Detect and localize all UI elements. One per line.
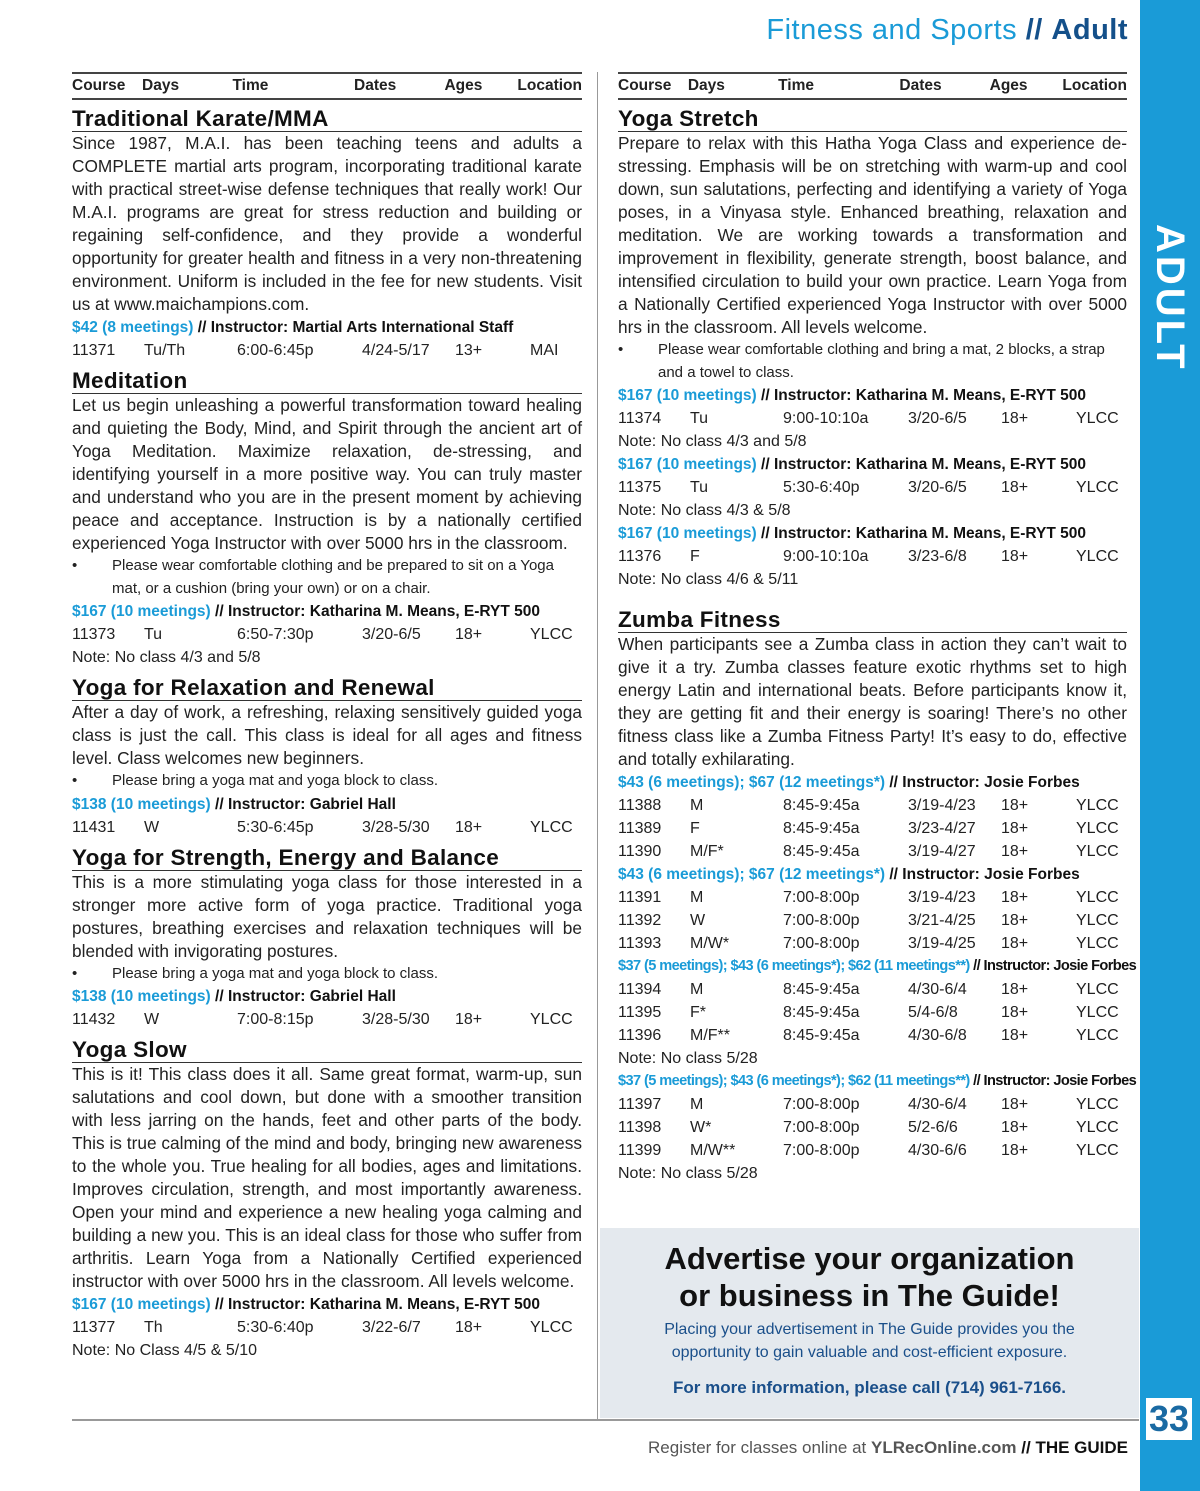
ages: 18+: [1001, 1119, 1029, 1136]
schedule-row: [618, 1139, 1127, 1162]
schedule-note: Note: No class 5/28: [618, 1165, 758, 1182]
location: YLCC: [1076, 1096, 1119, 1113]
price-line: [72, 316, 582, 339]
header-section: Fitness and Sports: [766, 14, 1018, 46]
schedule-row: [72, 1008, 582, 1031]
col-dates: Dates: [354, 77, 397, 94]
days: F: [690, 820, 700, 837]
course-number: 11388: [618, 797, 662, 814]
dates: 3/23-4/27: [908, 820, 976, 837]
footer-url[interactable]: YLRecOnline.com: [871, 1438, 1017, 1457]
location: YLCC: [1076, 935, 1119, 952]
price: $43 (6 meetings); $67 (12 meetings*): [618, 774, 886, 791]
dates: 3/28-5/30: [362, 818, 430, 836]
days: W: [144, 1011, 160, 1028]
price: $138 (10 meetings): [72, 795, 211, 813]
course-number: 11373: [72, 626, 116, 643]
advertisement-box: [600, 1228, 1139, 1418]
schedule-note: Note: No class 5/28: [618, 1050, 758, 1067]
col-location: Location: [1062, 77, 1127, 94]
instructor: // Instructor: Katharina M. Means, E-RYT 500: [761, 387, 1087, 404]
class-note-bullet: • Please wear comfortable clothing and be prepared to sit on a Yoga mat, or a cushion (bring your own) or on a chair.: [72, 555, 582, 600]
dates: 3/19-4/27: [908, 843, 976, 860]
time: 6:50-7:30p: [237, 626, 314, 643]
schedule-row: [72, 623, 582, 646]
days: Tu: [690, 410, 709, 427]
location: YLCC: [1076, 1119, 1119, 1136]
schedule-row: [618, 840, 1127, 863]
days: M/F*: [690, 843, 724, 860]
dates: 3/19-4/23: [908, 797, 976, 814]
col-course: Course: [618, 77, 672, 94]
course-number: 11390: [618, 843, 662, 860]
price-line: [618, 771, 1127, 794]
ages: 18+: [1001, 479, 1029, 496]
dates: 3/19-4/23: [908, 889, 976, 906]
class-title: Meditation: [72, 362, 582, 394]
ages: 18+: [1001, 410, 1029, 427]
price-line: [618, 955, 1137, 978]
page-footer: [648, 1438, 1128, 1458]
instructor: // Instructor: Martial Arts International Staff: [197, 319, 514, 336]
instructor: // Instructor: Katharina M. Means, E-RYT 500: [761, 456, 1087, 473]
price-line: [618, 1070, 1137, 1093]
location: YLCC: [530, 626, 573, 643]
time: 7:00-8:00p: [783, 935, 860, 952]
class-listing: [72, 839, 582, 1032]
course-number: 11431: [72, 818, 116, 836]
ages: 18+: [1001, 889, 1029, 906]
course-number: 11399: [618, 1142, 662, 1159]
dates: 4/30-6/4: [908, 1096, 967, 1113]
price: $37 (5 meetings); $43 (6 meetings*); $62 (11 meetings**): [618, 958, 970, 974]
location: YLCC: [1076, 981, 1119, 998]
price: $42 (8 meetings): [72, 319, 194, 336]
days: M: [690, 981, 704, 998]
time: 7:00-8:00p: [783, 912, 860, 929]
course-number: 11395: [618, 1004, 662, 1021]
dates: 5/4-6/8: [908, 1004, 958, 1021]
time: 9:00-10:10a: [783, 548, 869, 565]
page-number: 33: [1146, 1398, 1192, 1440]
schedule-sections: [618, 771, 1137, 1185]
course-number: 11375: [618, 479, 662, 496]
schedule-note: Note: No class 4/3 & 5/8: [618, 502, 791, 519]
class-listing: [72, 100, 582, 362]
schedule-note: Note: No class 4/3 and 5/8: [72, 649, 261, 666]
col-dates: Dates: [899, 77, 942, 94]
class-listing: [72, 669, 582, 839]
location: YLCC: [1076, 548, 1119, 565]
time: 8:45-9:45a: [783, 797, 860, 814]
time: 9:00-10:10a: [783, 410, 869, 427]
dates: 3/20-6/5: [908, 479, 967, 496]
course-number: 11394: [618, 981, 662, 998]
course-number: 11392: [618, 912, 662, 929]
ad-body: [600, 1318, 1139, 1364]
ad-contact: For more information, please call (714) 961-7166.: [672, 1378, 1067, 1397]
days: Th: [144, 1319, 163, 1336]
time: 8:45-9:45a: [783, 1004, 860, 1021]
price: $167 (10 meetings): [72, 1296, 211, 1313]
price-line: [618, 522, 1127, 545]
col-ages: Ages: [989, 77, 1028, 94]
spacer: [618, 591, 1127, 601]
col-location: Location: [517, 77, 582, 94]
schedule-row: [618, 407, 1127, 430]
class-listing: [618, 601, 1137, 1185]
schedule-note: Note: No class 4/6 & 5/11: [618, 571, 799, 588]
class-description: Let us begin unleashing a powerful transformation toward healing and quieting the Body, Mind, and Spirit through the ancient art of Yoga Meditation. Maximize relaxation, de-stressing, and identifying yourself in a more positive way. You can truly master and understand who you are in the present moment by achieving peace and acceptance. Instruction is by a nationally certified experienced Yoga Instructor with over 5000 hrs in the classroom.: [72, 395, 582, 553]
course-number: 11391: [618, 889, 662, 906]
time: 5:30-6:45p: [237, 818, 314, 836]
days: M: [690, 889, 704, 906]
instructor: // Instructor: Katharina M. Means, E-RYT 500: [215, 1296, 541, 1313]
class-description: This is a more stimulating yoga class for those interested in a stronger more active form of yoga practice. Traditional yoga postures, breathing exercises and relaxation techniques will be blended with invigorating postures.: [72, 871, 582, 961]
days: Tu: [144, 626, 163, 643]
ages: 18+: [455, 818, 483, 836]
location: YLCC: [1076, 1004, 1119, 1021]
class-listing: [72, 362, 582, 669]
schedule-row: [618, 817, 1127, 840]
class-description: Prepare to relax with this Hatha Yoga Class and experience de-stressing. Emphasis will be on stretching with warm-up and cool down, sun salutations, perfecting and identifying a variety of Yoga poses, in a Vinyasa style. Enhanced breathing, relaxation and meditation. We are working towards a transformation and improvement in flexibility, generate strength, boost balance, and intensified circulation to build your own practice. Learn Yoga from a Nationally Certified experienced Yoga Instructor with over 5000 hrs in the classroom. All levels welcome.: [618, 133, 1127, 337]
location: YLCC: [530, 818, 573, 836]
days: W: [690, 912, 706, 929]
days: F*: [690, 1004, 706, 1021]
course-number: 11397: [618, 1096, 662, 1113]
course-number: 11371: [72, 342, 116, 359]
schedule-row: [618, 794, 1127, 817]
days: Tu/Th: [144, 342, 186, 359]
header-separator: //: [1025, 14, 1043, 46]
time: 5:30-6:40p: [237, 1319, 314, 1336]
instructor: // Instructor: Josie Forbes: [973, 1073, 1137, 1089]
schedule-row: [72, 816, 582, 839]
time: 8:45-9:45a: [783, 843, 860, 860]
time: 7:00-8:00p: [783, 889, 860, 906]
course-number: 11389: [618, 820, 662, 837]
dates: 4/30-6/8: [908, 1027, 967, 1044]
col-days: Days: [687, 77, 725, 94]
location: MAI: [530, 342, 559, 359]
schedule-row: [618, 545, 1127, 568]
ages: 18+: [1001, 1004, 1029, 1021]
col-time: Time: [778, 77, 814, 94]
location: YLCC: [530, 1319, 573, 1336]
time: 8:45-9:45a: [783, 981, 860, 998]
dates: 3/19-4/25: [908, 935, 976, 952]
location: YLCC: [1076, 1027, 1119, 1044]
instructor: // Instructor: Gabriel Hall: [215, 988, 396, 1005]
schedule-row: [618, 1093, 1127, 1116]
price: $167 (10 meetings): [618, 456, 757, 473]
footer-guide: THE GUIDE: [1035, 1438, 1128, 1457]
days: M/W*: [690, 935, 730, 952]
price: $167 (10 meetings): [72, 603, 211, 620]
right-column: [618, 72, 1137, 1185]
ages: 18+: [1001, 1027, 1029, 1044]
time: 7:00-8:00p: [783, 1096, 860, 1113]
class-listing: [618, 100, 1127, 591]
column-headers: [618, 72, 1127, 100]
schedule-row: [618, 909, 1127, 932]
time: 8:45-9:45a: [783, 820, 860, 837]
price: $138 (10 meetings): [72, 988, 211, 1005]
price-line: [72, 793, 582, 816]
time: 7:00-8:15p: [237, 1011, 314, 1028]
class-title: Zumba Fitness: [618, 601, 1127, 633]
ages: 18+: [1001, 548, 1029, 565]
price: $43 (6 meetings); $67 (12 meetings*): [618, 866, 886, 883]
schedule-row: [618, 1024, 1127, 1047]
instructor: // Instructor: Katharina M. Means, E-RYT 500: [761, 525, 1087, 542]
days: M/F**: [690, 1027, 730, 1044]
ages: 18+: [455, 1319, 483, 1336]
ages: 18+: [1001, 797, 1029, 814]
instructor: // Instructor: Josie Forbes: [889, 774, 1080, 791]
schedule-row: [72, 1316, 582, 1339]
col-course: Course: [72, 77, 126, 94]
col-time: Time: [232, 77, 269, 94]
class-title: Yoga for Strength, Energy and Balance: [72, 839, 582, 871]
left-column: [72, 72, 582, 1362]
price-line: [618, 863, 1127, 886]
course-number: 11374: [618, 410, 662, 427]
days: W*: [690, 1119, 712, 1136]
ad-body-line2: opportunity to gain valuable and cost-efficient exposure.: [671, 1344, 1068, 1361]
price: $37 (5 meetings); $43 (6 meetings*); $62 (11 meetings**): [618, 1073, 970, 1089]
course-number: 11398: [618, 1119, 662, 1136]
class-title: Traditional Karate/MMA: [72, 100, 582, 132]
price-line: [618, 384, 1127, 407]
header-audience: Adult: [1051, 14, 1128, 46]
time: 7:00-8:00p: [783, 1142, 860, 1159]
days: F: [690, 548, 700, 565]
ages: 18+: [1001, 843, 1029, 860]
ages: 18+: [455, 626, 483, 643]
ages: 18+: [455, 1011, 483, 1028]
time: 8:45-9:45a: [783, 1027, 860, 1044]
col-ages: Ages: [444, 77, 483, 94]
price-line: [618, 453, 1127, 476]
location: YLCC: [1076, 479, 1119, 496]
location: YLCC: [1076, 843, 1119, 860]
side-tab-label: ADULT: [1148, 224, 1192, 372]
dates: 3/20-6/5: [362, 626, 421, 643]
footer-rule: [72, 1419, 1139, 1421]
schedule-row: [618, 1116, 1127, 1139]
side-tab: [1140, 0, 1200, 1491]
footer-prefix: Register for classes online at: [648, 1438, 867, 1457]
column-headers: [72, 72, 582, 100]
ages: 18+: [1001, 820, 1029, 837]
ages: 13+: [455, 342, 483, 359]
dates: 5/2-6/6: [908, 1119, 958, 1136]
location: YLCC: [1076, 797, 1119, 814]
ages: 18+: [1001, 935, 1029, 952]
ad-headline-line2: or business in The Guide!: [679, 1278, 1060, 1313]
column-divider: [597, 72, 598, 1420]
class-title: Yoga Stretch: [618, 100, 1127, 132]
schedule-note: Note: No class 4/3 and 5/8: [618, 433, 807, 450]
time: 7:00-8:00p: [783, 1119, 860, 1136]
col-days: Days: [142, 77, 180, 94]
dates: 3/23-6/8: [908, 548, 967, 565]
dates: 4/30-6/4: [908, 981, 967, 998]
schedule-row: [72, 339, 582, 362]
time: 6:00-6:45p: [237, 342, 314, 359]
class-note-bullet: • Please bring a yoga mat and yoga block to class.: [72, 963, 582, 986]
class-note-bullet: • Please bring a yoga mat and yoga block to class.: [72, 770, 582, 793]
days: M/W**: [690, 1142, 736, 1159]
ad-headline: [600, 1240, 1139, 1314]
class-title: Yoga for Relaxation and Renewal: [72, 669, 582, 701]
ages: 18+: [1001, 1096, 1029, 1113]
dates: 3/21-4/25: [908, 912, 976, 929]
course-number: 11396: [618, 1027, 662, 1044]
ad-headline-line1: Advertise your organization: [664, 1241, 1075, 1276]
days: Tu: [690, 479, 709, 496]
class-description: This is it! This class does it all. Same great format, warm-up, sun salutations and cool down, but done with a smoother transition with less jarring on the hands, feet and other parts of the body. This is true calming of the mind and body, bringing new awareness to the whole you. True healing for all bodies, ages and limitations. Improves circulation, strength, and most importantly awareness. Open your mind and experience a new healing yoga calming and building a new you. This is an ideal class for those who suffer from arthritis. Learn Yoga from a Nationally Certified experienced instructor with over 5000 hrs in the classroom. All levels welcome.: [72, 1064, 582, 1291]
dates: 3/28-5/30: [362, 1011, 430, 1028]
location: YLCC: [1076, 410, 1119, 427]
dates: 3/20-6/5: [908, 410, 967, 427]
footer-separator: //: [1021, 1438, 1031, 1457]
ages: 18+: [1001, 981, 1029, 998]
schedule-sections: [618, 384, 1127, 591]
price-line: [72, 985, 582, 1008]
course-number: 11393: [618, 935, 662, 952]
time: 5:30-6:40p: [783, 479, 860, 496]
location: YLCC: [1076, 1142, 1119, 1159]
price: $167 (10 meetings): [618, 525, 757, 542]
location: YLCC: [1076, 912, 1119, 929]
schedule-row: [618, 476, 1127, 499]
location: YLCC: [530, 1011, 573, 1028]
schedule-row: [618, 1001, 1127, 1024]
location: YLCC: [1076, 889, 1119, 906]
days: W: [144, 818, 160, 836]
dates: 4/30-6/6: [908, 1142, 967, 1159]
class-listing: [72, 1031, 582, 1362]
course-number: 11376: [618, 548, 662, 565]
schedule-row: [618, 886, 1127, 909]
course-number: 11377: [72, 1319, 116, 1336]
location: YLCC: [1076, 820, 1119, 837]
price: $167 (10 meetings): [618, 387, 757, 404]
schedule-row: [618, 932, 1127, 955]
class-note-bullet: • Please wear comfortable clothing and bring a mat, 2 blocks, a strap and a towel to class.: [618, 339, 1127, 384]
instructor: // Instructor: Katharina M. Means, E-RYT 500: [215, 603, 541, 620]
days: M: [690, 1096, 704, 1113]
class-description: When participants see a Zumba class in action they can’t wait to give it a try. Zumba classes feature exotic rhythms set to high energy Latin and international beats. Before participants know it, they are getting fit and their energy is soaring! There’s no other fitness class like a Zumba Fitness Party! It’s easy to do, effective and totally exhilarating.: [618, 634, 1127, 769]
class-title: Yoga Slow: [72, 1031, 582, 1063]
instructor: // Instructor: Josie Forbes: [889, 866, 1080, 883]
ages: 18+: [1001, 912, 1029, 929]
class-description: Since 1987, M.A.I. has been teaching teens and adults a COMPLETE martial arts program, incorporating traditional karate with practical street-wise defense techniques that really work! Our M.A.I. programs are great for stress reduction and building or regaining self-confidence, and they provide a wonderful opportunity for greater health and fitness in a very non-threatening environment. Uniform is included in the fee for new students. Visit us at www.maichampions.com.: [72, 133, 582, 314]
dates: 3/22-6/7: [362, 1319, 421, 1336]
class-description: After a day of work, a refreshing, relaxing sensitively guided yoga class is just the call. This class is ideal for all ages and fitness level. Class welcomes new beginners.: [72, 702, 582, 768]
instructor: // Instructor: Josie Forbes: [973, 958, 1137, 974]
ad-body-line1: Placing your advertisement in The Guide provides you the: [664, 1321, 1075, 1338]
price-line: [72, 1293, 582, 1316]
dates: 4/24-5/17: [362, 342, 430, 359]
page-header: [766, 14, 1128, 47]
price-line: [72, 600, 582, 623]
instructor: // Instructor: Gabriel Hall: [215, 795, 396, 813]
schedule-row: [618, 978, 1127, 1001]
ages: 18+: [1001, 1142, 1029, 1159]
course-number: 11432: [72, 1011, 116, 1028]
schedule-note: Note: No Class 4/5 & 5/10: [72, 1342, 257, 1359]
days: M: [690, 797, 704, 814]
